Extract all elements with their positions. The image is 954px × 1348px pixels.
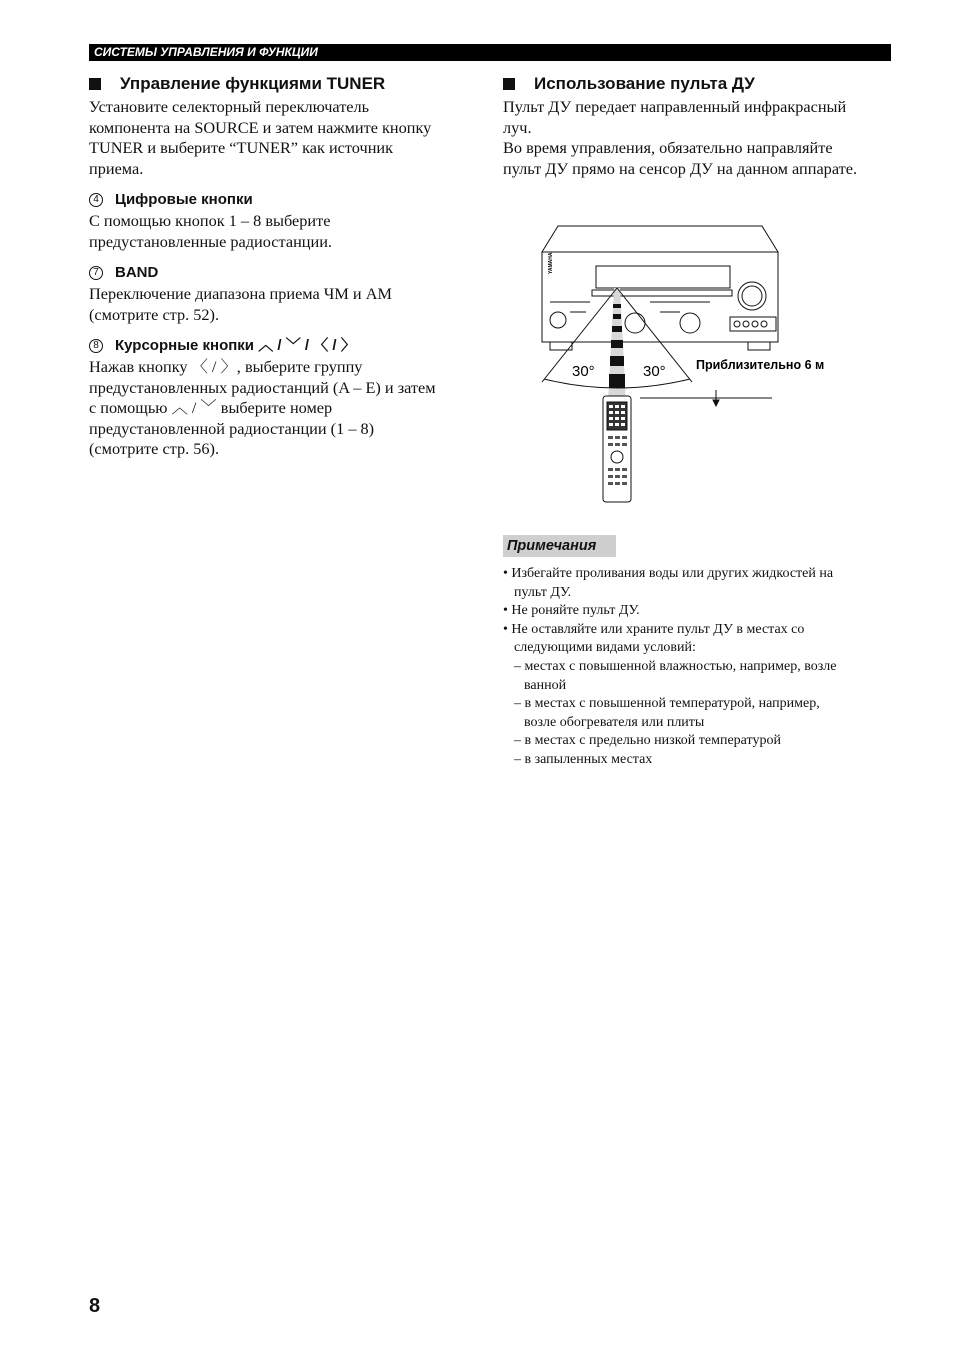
text-line: Нажав кнопку 〈 / 〉, выберите группу xyxy=(89,357,363,376)
text-line: TUNER и выберите “TUNER” как источник xyxy=(89,138,394,157)
angle-left-label: 30° xyxy=(572,363,595,380)
item-digit-buttons-title xyxy=(89,190,474,210)
note-line: • Не роняйте пульт ДУ. xyxy=(503,603,640,619)
text-line: (смотрите стр. 52). xyxy=(89,304,220,324)
brand-logo-text: YAMAHA xyxy=(548,252,554,274)
text-line: с помощью ︿ / ﹀ выберите номер xyxy=(89,398,333,417)
left-column xyxy=(89,72,474,460)
note-line: • Не оставляйте или храните пульт ДУ в местах со xyxy=(503,621,805,637)
note-line: – в местах с повышенной температурой, например, xyxy=(514,696,820,712)
text-line: Пульт ДУ передает направленный инфракрасный xyxy=(503,97,847,116)
circled-number-icon: 8 xyxy=(89,339,103,353)
note-line: – в запыленных местах xyxy=(514,751,653,767)
text-line: предустановленные радиостанции. xyxy=(89,231,332,251)
tuner-section-title xyxy=(89,72,474,96)
item-digit-buttons-text xyxy=(89,211,474,252)
text-line: пульт ДУ прямо на сенсор ДУ на данном аппарате. xyxy=(503,158,858,178)
item-cursor-buttons-title xyxy=(89,336,474,356)
remote-range-diagram xyxy=(530,222,850,507)
note-line: возле обогревателя или плиты xyxy=(524,714,705,730)
text-line: предустановленных радиостанций (A – E) и затем xyxy=(89,377,436,397)
text-line: предустановленной радиостанции (1 – 8) xyxy=(89,418,375,438)
text-line: Установите селекторный переключатель xyxy=(89,97,370,116)
text-line: Переключение диапазона приема ЧМ и АМ xyxy=(89,284,392,303)
right-column xyxy=(503,72,893,179)
angle-right-label: 30° xyxy=(643,363,666,380)
remote-control-illustration xyxy=(603,396,631,502)
text-line: Во время управления, обязательно направляйте xyxy=(503,138,833,157)
tuner-section-title-text: Управление функциями TUNER xyxy=(120,74,386,93)
square-bullet-icon xyxy=(503,78,515,90)
notes-heading: Примечания xyxy=(503,535,616,557)
page-number: 8 xyxy=(89,1295,101,1317)
item-band-text xyxy=(89,284,474,325)
distance-label: Приблизительно 6 м xyxy=(696,358,825,372)
remote-section-title xyxy=(503,72,893,96)
item-band-title xyxy=(89,263,474,283)
item-title-text: BAND xyxy=(115,264,159,281)
ir-beam xyxy=(608,288,626,402)
item-title-text: Курсорные кнопки ︿ / ﹀ / 〈 / 〉 xyxy=(115,337,356,354)
note-line: • Избегайте проливания воды или других жидкостей на xyxy=(503,566,834,581)
note-line: ванной xyxy=(524,677,567,693)
text-line: компонента на SOURCE и затем нажмите кнопку xyxy=(89,117,432,137)
note-line: пульт ДУ. xyxy=(514,584,572,600)
circled-number-icon: 4 xyxy=(89,193,103,207)
remote-section-title-text: Использование пульта ДУ xyxy=(534,74,755,93)
item-cursor-buttons-text xyxy=(89,357,474,460)
note-line: следующими видами условий: xyxy=(514,640,696,656)
section-header-bar: СИСТЕМЫ УПРАВЛЕНИЯ И ФУНКЦИИ xyxy=(89,44,891,61)
square-bullet-icon xyxy=(89,78,101,90)
note-line: – в местах с предельно низкой температурой xyxy=(514,733,781,749)
text-line: луч. xyxy=(503,117,532,137)
text-line: (смотрите стр. 56). xyxy=(89,439,220,458)
note-line: – местах с повышенной влажностью, например, возле xyxy=(514,658,837,674)
notes-list xyxy=(503,565,893,770)
receiver-illustration xyxy=(542,226,778,350)
remote-intro xyxy=(503,97,893,179)
angle-lines xyxy=(542,288,772,406)
text-line: С помощью кнопок 1 – 8 выберите xyxy=(89,211,331,230)
item-title-text: Цифровые кнопки xyxy=(115,191,253,208)
text-line: приема. xyxy=(89,158,144,178)
circled-number-icon: 7 xyxy=(89,266,103,280)
tuner-intro xyxy=(89,97,474,179)
